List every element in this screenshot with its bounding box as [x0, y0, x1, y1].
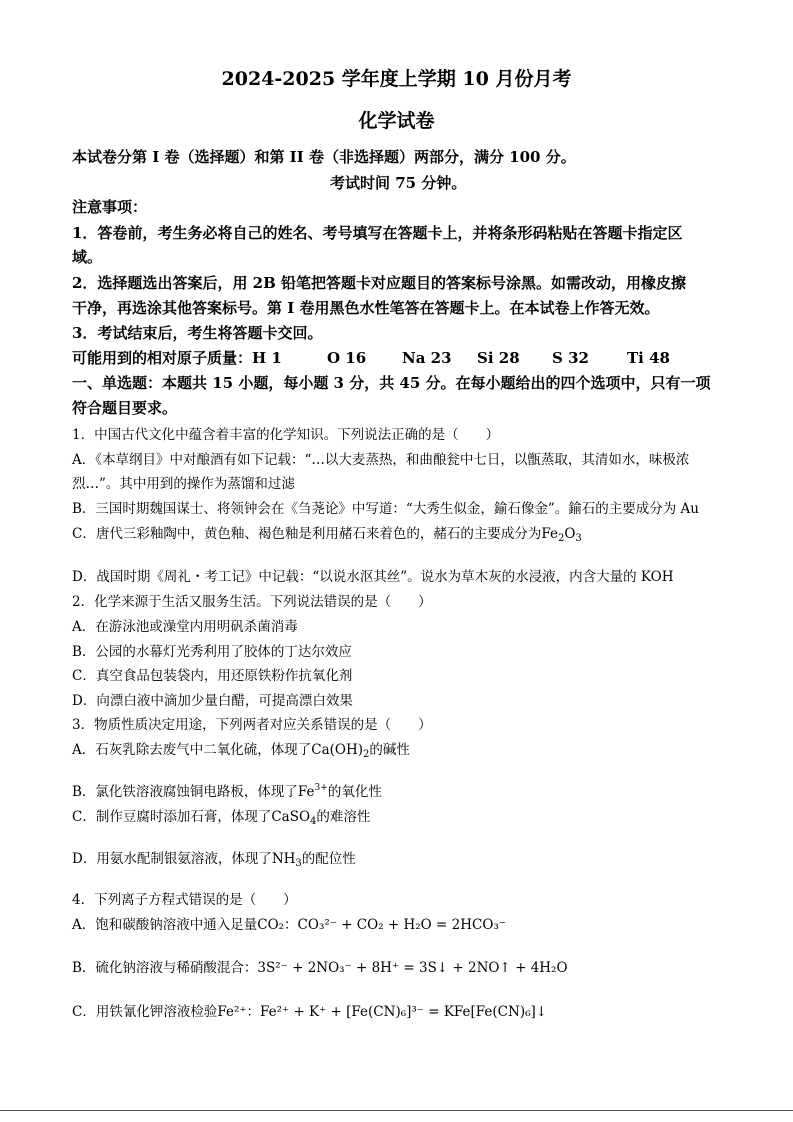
section-1-line-2: 符合题目要求。	[72, 399, 178, 417]
q3-option-b-formula: Fe	[297, 784, 315, 800]
q4-option-c-ion: Fe²⁺：	[217, 1004, 260, 1020]
q1-option-c-formula	[541, 526, 581, 542]
q3-option-a-text: A．石灰乳除去废气中二氧化硫，体现了	[72, 742, 312, 758]
q2-stem: 2．化学来源于生活又服务生活。下列说法错误的是（ ）	[72, 594, 432, 610]
q1-stem: 1．中国古代文化中蕴含着丰富的化学知识。下列说法正确的是（ ）	[72, 427, 500, 443]
formula-element: O	[564, 526, 576, 542]
q4-option-c-text: C．用铁氰化钾溶液检验	[72, 1004, 218, 1020]
q3-option-d-tail: 的配位性	[301, 851, 356, 867]
formula-superscript: 3+	[314, 783, 328, 793]
q4-option-b	[72, 956, 568, 976]
q1-option-c-text: C．唐代三彩釉陶中，黄色釉、褐色釉是利用赭石来着色的，赭石的主要成分为	[72, 526, 542, 542]
q4-option-b-text: B．硫化钠溶液与稀硝酸混合：	[72, 960, 258, 976]
q2-option-c: C．真空食品包装袋内，用还原铁粉作抗氧化剂	[72, 668, 353, 684]
q3-option-b-text: B．氯化铁溶液腐蚀铜电路板，体现了	[72, 784, 298, 800]
q4-option-a-text: A．饱和碳酸钠溶液中通入足量	[72, 917, 258, 933]
notice-item-2a: 2．选择题选出答案后，用 2B 铅笔把答题卡对应题目的答案标号涂黑。如需改动，用橡皮擦	[72, 274, 687, 292]
atomic-mass-item: Na 23	[402, 349, 452, 367]
intro-line-2: 考试时间 75 分钟。	[330, 174, 467, 192]
q3-option-d-formula: NH	[271, 851, 296, 867]
q2-option-b: B．公园的水幕灯光秀利用了胶体的丁达尔效应	[72, 644, 352, 660]
notice-heading: 注意事项：	[72, 198, 148, 216]
exam-subtitle: 化学试卷	[358, 110, 435, 132]
q3-option-c-tail: 的难溶性	[316, 809, 371, 825]
q4-option-a	[72, 913, 506, 933]
q2-option-a: A．在游泳池或澡堂内用明矾杀菌消毒	[72, 619, 298, 635]
formula-subscript: 4	[310, 816, 317, 827]
notice-item-2b: 干净，再选涂其他答案标号。第 I 卷用黑色水性笔答在答题卡上。在本试卷上作答无效。	[72, 299, 660, 317]
q1-option-c	[72, 522, 582, 544]
q4-option-a-equation: CO₂：CO₃²⁻ + CO₂ + H₂O = 2HCO₃⁻	[257, 917, 506, 933]
q3-option-a	[72, 738, 410, 760]
q1-option-a-line-1: A．《本草纲目》中对酿酒有如下记载：“…以大麦蒸热，和曲酿瓮中七日，以甑蒸取，其清如水，味极浓	[72, 452, 690, 468]
formula-subscript: 2	[363, 749, 370, 760]
q3-option-b-tail: 的氧化性	[327, 784, 382, 800]
q1-option-a-line-2: 烈…”。其中用到的操作为蒸馏和过滤	[72, 476, 295, 492]
formula-element: Fe	[541, 526, 558, 542]
exam-title: 2024-2025 学年度上学期 10 月份月考	[221, 68, 572, 90]
q4-stem: 4．下列离子方程式错误的是（ ）	[72, 892, 297, 908]
atomic-mass-item: H 1	[252, 349, 282, 367]
q1-option-b: B．三国时期魏国谋士、将领钟会在《刍荛论》中写道：“大秀生似金，鍮石像金”。鍮石的主要成分为 Au	[72, 501, 699, 517]
q3-option-c-text: C．制作豆腐时添加石膏，体现了	[72, 809, 272, 825]
q3-option-c	[72, 805, 370, 827]
q4-option-c	[72, 1000, 547, 1020]
page-bottom-rule	[0, 1110, 793, 1111]
notice-item-3: 3．考试结束后，考生将答题卡交回。	[72, 324, 323, 342]
q4-option-c-equation: Fe²⁺ + K⁺ + [Fe(CN)₆]³⁻ = KFe[Fe(CN)₆]↓	[260, 1004, 548, 1020]
q3-option-a-tail: 的碱性	[369, 742, 410, 758]
section-1-line-1: 一、单选题：本题共 15 小题，每小题 3 分，共 45 分。在每小题给出的四个选项中，只有一项	[72, 374, 711, 392]
q3-option-b	[72, 780, 382, 800]
atomic-mass-item: O 16	[327, 349, 367, 367]
notice-item-1b: 域。	[72, 248, 103, 266]
formula-subscript: 3	[575, 533, 582, 544]
q3-stem: 3．物质性质决定用途，下列两者对应关系错误的是（ ）	[72, 717, 432, 733]
q3-option-a-formula: Ca(OH)	[311, 742, 364, 758]
q3-option-d-text: D．用氨水配制银氨溶液，体现了	[72, 851, 272, 867]
q3-option-c-formula: CaSO	[271, 809, 311, 825]
formula-subscript: 2	[557, 533, 565, 544]
notice-item-1a: 1．答卷前，考生务必将自己的姓名、考号填写在答题卡上，并将条形码粘贴在答题卡指定区	[72, 224, 683, 242]
atomic-mass-item: Ti 48	[627, 349, 670, 367]
q1-option-d: D．战国时期《周礼・考工记》中记载：“以说水沤其丝”。说水为草木灰的水浸液，内含大量的 KOH	[72, 569, 674, 585]
intro-line-1: 本试卷分第 I 卷（选择题）和第 II 卷（非选择题）两部分，满分 100 分。	[72, 148, 576, 166]
atomic-masses-label: 可能用到的相对原子质量：	[72, 349, 253, 367]
formula-subscript: 3	[295, 858, 302, 869]
atomic-masses	[72, 347, 670, 368]
q4-option-b-equation: 3S²⁻ + 2NO₃⁻ + 8H⁺ = 3S↓ + 2NO↑ + 4H₂O	[257, 960, 568, 976]
q3-option-d	[72, 847, 356, 869]
atomic-mass-item: Si 28	[477, 349, 520, 367]
q2-option-d: D．向漂白液中滴加少量白醋，可提高漂白效果	[72, 693, 353, 709]
atomic-mass-item: S 32	[552, 349, 589, 367]
